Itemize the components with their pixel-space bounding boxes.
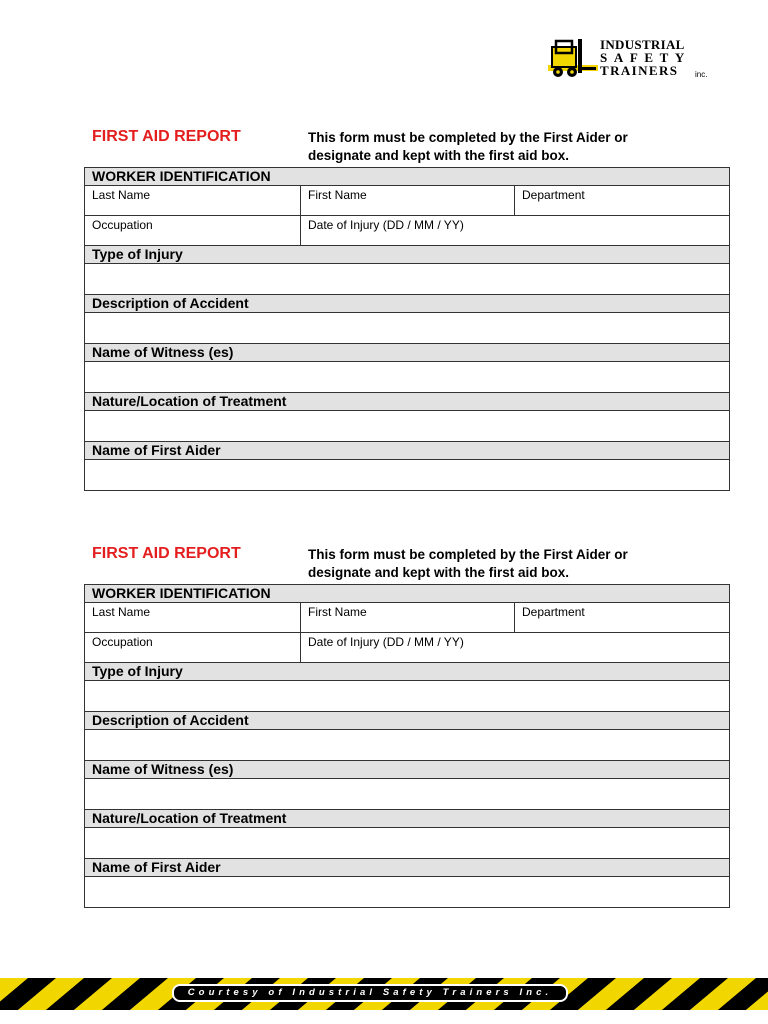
- last-name-field[interactable]: Last Name: [85, 186, 301, 215]
- last-name-field[interactable]: Last Name: [85, 603, 301, 632]
- form-instructions-line-1: This form must be completed by the First Aider or: [308, 130, 628, 145]
- nature-location-treatment-field[interactable]: [85, 828, 729, 859]
- date-of-injury-field[interactable]: Date of Injury (DD / MM / YY): [308, 635, 464, 649]
- form-instructions-line-2: designate and kept with the first aid box.: [308, 565, 570, 580]
- table-row: [85, 633, 729, 663]
- form-instructions: [308, 546, 728, 582]
- section-type-of-injury: Type of Injury: [85, 246, 729, 264]
- table-row: [85, 216, 729, 246]
- logo-line-2: SAFETY: [600, 50, 691, 65]
- name-of-first-aider-field[interactable]: [85, 877, 729, 907]
- logo-line-3: TRAINERS: [600, 63, 679, 78]
- section-name-of-first-aider: Name of First Aider: [85, 859, 729, 877]
- description-of-accident-field[interactable]: [85, 313, 729, 344]
- section-name-of-first-aider: Name of First Aider: [85, 442, 729, 460]
- form-title: FIRST AID REPORT: [92, 128, 241, 145]
- company-logo: [548, 36, 718, 82]
- form-instructions-line-2: designate and kept with the first aid box.: [308, 148, 570, 163]
- nature-location-treatment-field[interactable]: [85, 411, 729, 442]
- section-description-of-accident: Description of Accident: [85, 295, 729, 313]
- section-nature-location-treatment: Nature/Location of Treatment: [85, 393, 729, 411]
- section-nature-location-treatment: Nature/Location of Treatment: [85, 810, 729, 828]
- name-of-witness-field[interactable]: [85, 779, 729, 810]
- first-name-field[interactable]: First Name: [301, 186, 515, 215]
- form-instructions: [308, 129, 728, 165]
- form-title: FIRST AID REPORT: [92, 545, 241, 562]
- type-of-injury-field[interactable]: [85, 264, 729, 295]
- form-instructions-line-1: This form must be completed by the First Aider or: [308, 547, 628, 562]
- section-worker-identification: WORKER IDENTIFICATION: [85, 585, 729, 603]
- table-row: [85, 186, 729, 216]
- description-of-accident-field[interactable]: [85, 730, 729, 761]
- report-table: [84, 167, 730, 491]
- logo-line-1: INDUSTRIAL: [600, 37, 685, 52]
- department-field[interactable]: Department: [522, 188, 585, 202]
- occupation-field[interactable]: Occupation: [85, 216, 301, 245]
- name-of-witness-field[interactable]: [85, 362, 729, 393]
- forklift-icon: [548, 39, 598, 79]
- section-description-of-accident: Description of Accident: [85, 712, 729, 730]
- name-of-first-aider-field[interactable]: [85, 460, 729, 490]
- first-name-field[interactable]: First Name: [301, 603, 515, 632]
- report-table: [84, 584, 730, 908]
- section-name-of-witness: Name of Witness (es): [85, 344, 729, 362]
- occupation-field[interactable]: Occupation: [85, 633, 301, 662]
- date-of-injury-field[interactable]: Date of Injury (DD / MM / YY): [308, 218, 464, 232]
- type-of-injury-field[interactable]: [85, 681, 729, 712]
- section-type-of-injury: Type of Injury: [85, 663, 729, 681]
- hazard-stripe-footer: [0, 978, 768, 1010]
- section-worker-identification: WORKER IDENTIFICATION: [85, 168, 729, 186]
- department-field[interactable]: Department: [522, 605, 585, 619]
- logo-suffix: inc.: [695, 70, 708, 79]
- table-row: [85, 603, 729, 633]
- section-name-of-witness: Name of Witness (es): [85, 761, 729, 779]
- footer-caption: Courtesy of Industrial Safety Trainers Inc.: [172, 984, 568, 1002]
